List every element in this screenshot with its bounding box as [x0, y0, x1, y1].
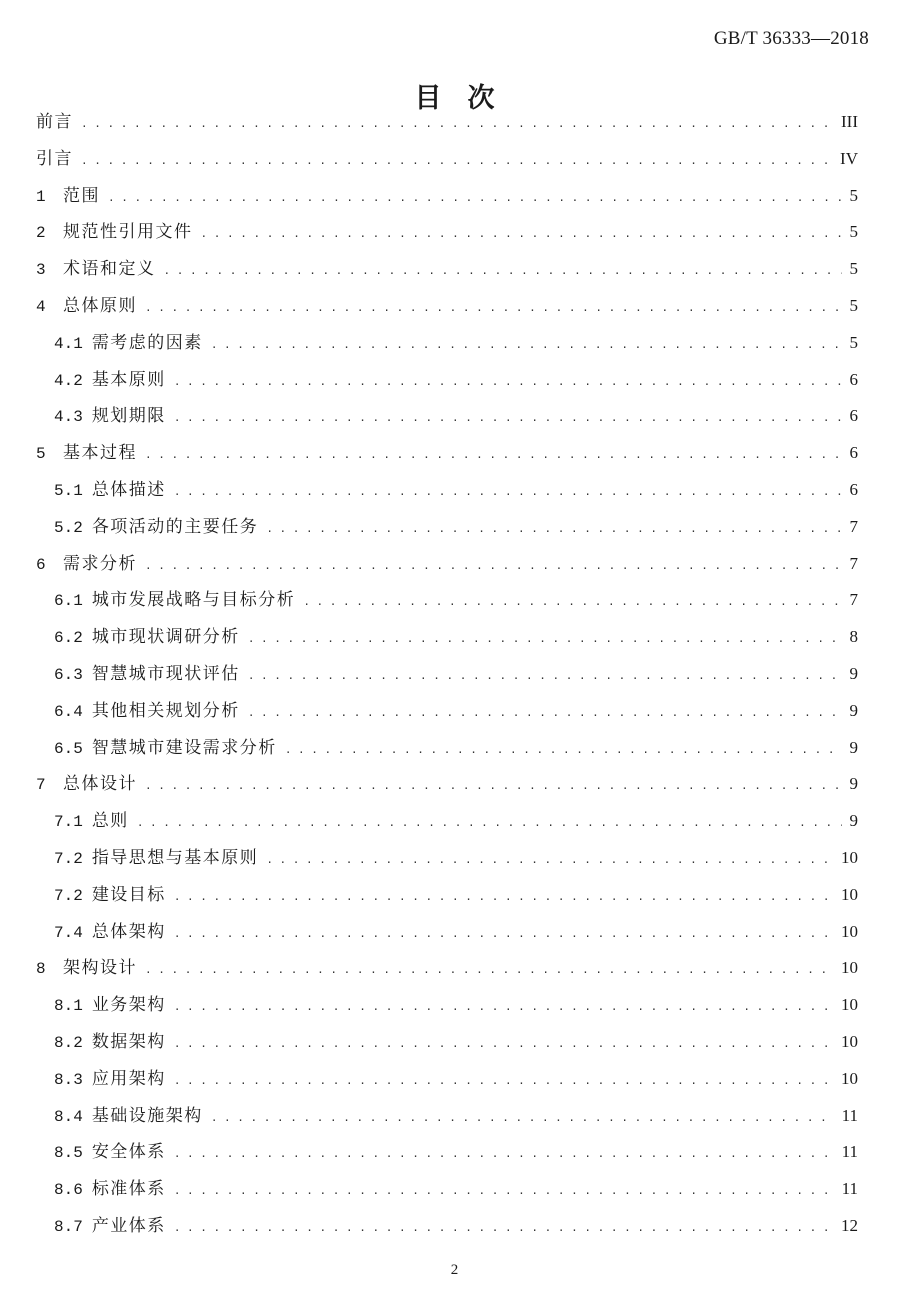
toc-entry[interactable]	[36, 950, 858, 987]
toc-entry[interactable]	[36, 877, 858, 914]
toc-entry-number: 8.4	[54, 1107, 83, 1126]
toc-entry[interactable]	[36, 546, 858, 583]
toc-entry-page: 6	[849, 479, 858, 499]
toc-entry-page: 9	[849, 700, 858, 720]
toc-entry-page: 8	[849, 627, 858, 647]
toc-entry-page: 7	[849, 553, 858, 573]
dot-leader	[248, 695, 842, 732]
dot-leader	[285, 732, 842, 769]
toc-entry-number: 6	[36, 555, 46, 574]
toc-entry[interactable]	[36, 1098, 858, 1135]
toc-entry-title: 需考虑的因素	[91, 332, 203, 353]
dot-leader	[174, 1173, 836, 1210]
toc-entry-title: 应用架构	[91, 1068, 166, 1089]
toc-entry-title: 各项活动的主要任务	[91, 516, 259, 537]
toc-entry-title: 产业体系	[91, 1215, 166, 1236]
toc-entry-number: 4.3	[54, 408, 83, 427]
dot-leader	[174, 1210, 835, 1247]
dot-leader	[174, 364, 842, 401]
toc-entry-title: 智慧城市建设需求分析	[91, 737, 277, 758]
toc-entry-title: 基本原则	[91, 369, 166, 390]
dot-leader	[108, 180, 842, 217]
toc-entry-number: 8	[36, 960, 46, 979]
toc-entry[interactable]	[36, 362, 858, 399]
toc-entry-title: 架构设计	[63, 958, 137, 979]
toc-entry-page: 5	[849, 259, 858, 279]
toc-entry-page: 10	[841, 921, 858, 941]
toc-entry-page: 7	[849, 516, 858, 536]
toc-entry-page: 10	[841, 1031, 858, 1051]
toc-entry[interactable]	[36, 656, 858, 693]
page-number: 2	[450, 1262, 459, 1278]
dot-leader	[266, 511, 842, 548]
toc-entry-title: 规划期限	[91, 406, 166, 427]
toc-entry-page: 5	[849, 295, 858, 315]
toc-entry[interactable]	[36, 693, 858, 730]
toc-entry-number: 2	[36, 224, 46, 243]
dot-leader	[174, 879, 835, 916]
toc-entry-number: 6.4	[54, 702, 83, 721]
dot-leader	[81, 143, 834, 180]
dot-leader	[174, 1136, 836, 1173]
toc-entry[interactable]	[36, 1208, 858, 1245]
toc-entry-number: 8.5	[54, 1144, 83, 1163]
toc-entry-title: 范围	[63, 185, 100, 206]
toc-title: 目次	[414, 83, 521, 114]
toc-entry[interactable]	[36, 509, 858, 546]
toc-entry-page: 7	[849, 590, 858, 610]
toc-entry-number: 6.5	[54, 739, 83, 758]
toc-entry-title: 总体架构	[91, 921, 166, 942]
toc-entry[interactable]	[36, 730, 858, 767]
toc-entry-title: 前言	[36, 112, 73, 132]
toc-entry[interactable]	[36, 1171, 858, 1208]
toc-entry-page: 6	[849, 369, 858, 389]
toc-entry-page: 11	[841, 1179, 858, 1199]
toc-entry[interactable]	[36, 1061, 858, 1098]
toc-entry[interactable]	[36, 840, 858, 877]
dot-leader	[248, 658, 842, 695]
toc-entry-page: 10	[841, 995, 858, 1015]
dot-leader	[174, 474, 842, 511]
toc-entry-number: 7.1	[54, 813, 83, 832]
toc-entry-page: 12	[841, 1215, 858, 1235]
toc-entry-page: 5	[849, 185, 858, 205]
toc-entry-title: 智慧城市现状评估	[91, 663, 240, 684]
toc-entry-number: 5.1	[54, 481, 83, 500]
dot-leader	[145, 437, 842, 474]
toc-entry-number: 4.2	[54, 371, 83, 390]
toc-entry-title: 基础设施架构	[91, 1105, 203, 1126]
toc-entry-number: 8.3	[54, 1070, 83, 1089]
toc-entry-title: 总则	[91, 811, 129, 832]
dot-leader	[145, 290, 842, 327]
toc-entry-page: 10	[841, 847, 858, 867]
toc-entry-title: 总体原则	[63, 295, 137, 316]
toc-entry-number: 8.1	[54, 997, 83, 1016]
toc-entry-page: III	[841, 112, 858, 131]
toc-entry-page: 10	[841, 884, 858, 904]
standard-code: GB/T 36333—2018	[713, 28, 869, 49]
toc-entry-title: 指导思想与基本原则	[91, 847, 259, 868]
toc-entry-title: 安全体系	[91, 1142, 166, 1163]
toc-entry-page: 6	[849, 443, 858, 463]
dot-leader	[211, 1100, 836, 1137]
toc-entry-title: 术语和定义	[63, 259, 156, 280]
dot-leader	[174, 916, 835, 953]
toc-entry-page: 6	[849, 406, 858, 426]
toc-entry[interactable]	[36, 178, 858, 215]
toc-entry[interactable]	[36, 435, 858, 472]
toc-entry-title: 需求分析	[63, 553, 137, 574]
table-of-contents	[36, 104, 858, 1245]
toc-entry-page: IV	[840, 148, 858, 168]
dot-leader	[174, 989, 835, 1026]
dot-leader	[137, 805, 842, 842]
toc-entry-title: 其他相关规划分析	[91, 700, 240, 721]
dot-leader	[174, 400, 842, 437]
toc-entry-number: 8.2	[54, 1033, 83, 1052]
toc-entry-page: 5	[849, 222, 858, 242]
toc-entry-title: 建设目标	[91, 884, 166, 905]
dot-leader	[211, 327, 842, 364]
dot-leader	[248, 621, 842, 658]
toc-entry-number: 7	[36, 776, 46, 795]
dot-leader	[81, 106, 835, 143]
toc-entry[interactable]	[36, 398, 858, 435]
toc-entry-number: 1	[36, 187, 46, 206]
toc-entry-number: 6.1	[54, 592, 83, 611]
toc-entry-number: 6.3	[54, 665, 83, 684]
toc-entry-page: 10	[841, 1068, 858, 1088]
toc-entry-number: 7.2	[54, 849, 83, 868]
dot-leader	[303, 584, 842, 621]
toc-entry-number: 7.2	[54, 886, 83, 905]
toc-entry[interactable]	[36, 914, 858, 951]
toc-entry-page: 10	[841, 958, 858, 978]
toc-entry-number: 8.7	[54, 1217, 83, 1236]
dot-leader	[174, 1026, 835, 1063]
toc-entry-page: 11	[841, 1105, 858, 1125]
dot-leader	[145, 768, 842, 805]
dot-leader	[201, 216, 843, 253]
dot-leader	[145, 952, 835, 989]
toc-entry-title: 业务架构	[91, 995, 166, 1016]
toc-entry-page: 11	[841, 1142, 858, 1162]
toc-entry-page: 9	[849, 811, 858, 831]
toc-entry[interactable]	[36, 214, 858, 251]
toc-entry-title: 总体设计	[63, 774, 137, 795]
toc-entry-title: 城市发展战略与目标分析	[91, 590, 296, 611]
toc-entry-page: 9	[849, 774, 858, 794]
toc-entry-page: 5	[849, 332, 858, 352]
toc-entry-number: 4	[36, 297, 46, 316]
toc-entry-number: 3	[36, 261, 46, 280]
toc-entry-number: 8.6	[54, 1181, 83, 1200]
toc-entry-title: 总体描述	[91, 479, 166, 500]
toc-entry-number: 5.2	[54, 518, 83, 537]
toc-entry[interactable]	[36, 987, 858, 1024]
dot-leader	[266, 842, 835, 879]
dot-leader	[174, 1063, 835, 1100]
toc-entry[interactable]	[36, 288, 858, 325]
toc-entry[interactable]	[36, 1024, 858, 1061]
toc-entry[interactable]	[36, 803, 858, 840]
toc-entry[interactable]	[36, 251, 858, 288]
toc-entry-title: 基本过程	[63, 443, 137, 464]
toc-entry[interactable]	[36, 325, 858, 362]
dot-leader	[164, 253, 843, 290]
toc-entry-title: 数据架构	[91, 1031, 166, 1052]
toc-entry[interactable]	[36, 1134, 858, 1171]
toc-entry[interactable]	[36, 582, 858, 619]
toc-entry-title: 规范性引用文件	[63, 222, 193, 243]
toc-entry-page: 9	[849, 737, 858, 757]
toc-entry-number: 7.4	[54, 923, 83, 942]
toc-entry-title: 城市现状调研分析	[91, 627, 240, 648]
toc-entry[interactable]	[36, 141, 858, 178]
toc-entry-page: 9	[849, 663, 858, 683]
toc-entry-number: 5	[36, 445, 46, 464]
toc-entry[interactable]	[36, 472, 858, 509]
dot-leader	[145, 548, 842, 585]
toc-entry-number: 6.2	[54, 629, 83, 648]
toc-entry-title: 标准体系	[91, 1179, 166, 1200]
toc-entry[interactable]	[36, 766, 858, 803]
toc-entry[interactable]	[36, 619, 858, 656]
toc-entry-number: 4.1	[54, 334, 83, 353]
toc-entry-title: 引言	[36, 148, 73, 169]
toc-entry[interactable]	[36, 104, 858, 141]
